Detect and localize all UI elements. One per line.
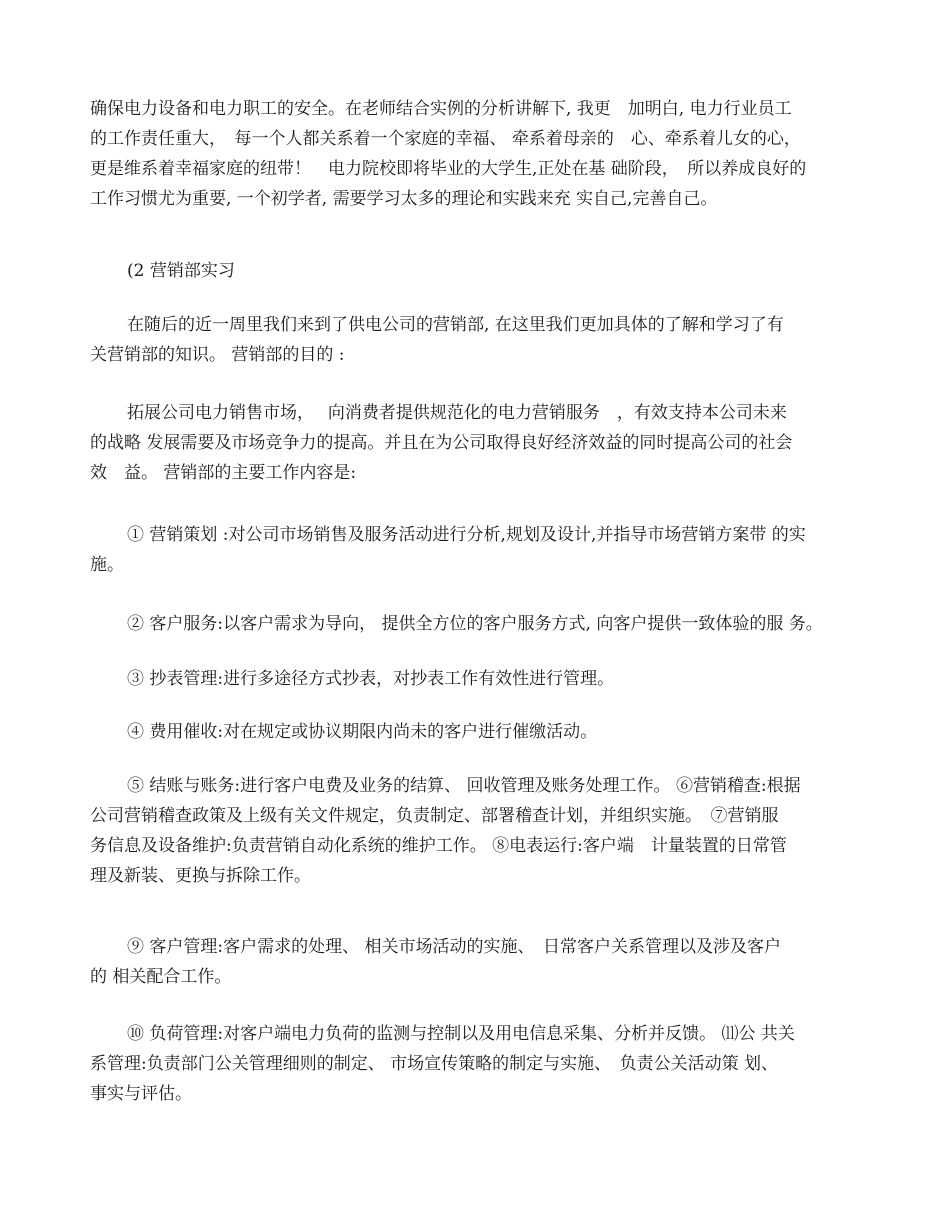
list-item-customer-service [90,609,870,639]
list-item-customer-management [90,932,870,992]
paragraph-safety-responsibility [90,94,870,214]
paragraph-marketing-purpose [90,398,870,488]
paragraph-marketing-intro [90,310,870,370]
text-line: 务信息及设备维护:负责营销自动化系统的维护工作。 ⑧电表运行:客户端 计量装置的日常管 [90,836,787,856]
text-line: 事实与评估。 [90,1084,192,1104]
text-line: 拓展公司电力销售市场， 向消费者提供规范化的电力营销服务 ，有效支持本公司未来 [127,403,787,423]
list-item-meter-reading [90,664,870,694]
list-item-fee-collection [90,717,870,747]
text-line: 施。 [90,555,124,575]
heading-text: (2 营销部实习 [127,261,235,281]
list-item-billing-inspection [90,771,870,891]
text-line: ⑨ 客户管理:客户需求的处理、 相关市场活动的实施、 日常客户关系管理以及涉及客户 [127,937,782,957]
section-heading-marketing [90,256,870,286]
text-line: 确保电力设备和电力职工的安全。在老师结合实例的分析讲解下, 我更 加明白, 电力行业员工 [90,99,792,119]
text-line: 关营销部的知识。 营销部的目的 : [90,345,345,365]
text-line: 的战略 发展需要及市场竞争力的提高。并且在为公司取得良好经济效益的同时提高公司的社会 [90,433,793,453]
text-line: ④ 费用催收:对在规定或协议期限内尚未的客户进行催缴活动。 [127,722,598,742]
text-line: 更是维系着幸福家庭的纽带！ 电力院校即将毕业的大学生,正处在基 础阶段， 所以养成良好的 [90,159,807,179]
list-item-marketing-planning [90,520,870,580]
text-line: 在随后的近一周里我们来到了供电公司的营销部, 在这里我们更加具体的了解和学习了有 [127,315,784,335]
text-line: 公司营销稽查政策及上级有关文件规定，负责制定、部署稽查计划，并组织实施。 ⑦营销服 [90,806,779,826]
text-line: ⑤ 结账与账务:进行客户电费及业务的结算、 回收管理及账务处理工作。 ⑥营销稽查:根据 [127,776,801,796]
text-line: ③ 抄表管理:进行多途径方式抄表，对抄表工作有效性进行管理。 [127,669,615,689]
text-line: ① 营销策划 :对公司市场销售及服务活动进行分析,规划及设计,并指导市场营销方案带 的实 [127,525,806,545]
text-line: 理及新装、更换与拆除工作。 [90,866,311,886]
text-line: ⑩ 负荷管理:对客户端电力负荷的监测与控制以及用电信息采集、分析并反馈。 ⑾公 共关 [127,1024,795,1044]
text-line: 系管理:负责部门公关管理细则的制定、 市场宣传策略的制定与实施、 负责公关活动策 划、 [90,1054,779,1074]
text-line: 的工作责任重大， 每一个人都关系着一个家庭的幸福、 牵系着母亲的 心、牵系着儿女的心， [90,129,801,149]
text-line: 的 相关配合工作。 [90,967,232,987]
text-line: ② 客户服务:以客户需求为导向， 提供全方位的客户服务方式, 向客户提供一致体验的服 务。 [127,614,823,634]
text-line: 效 益。 营销部的主要工作内容是: [90,463,357,483]
text-line: 工作习惯尤为重要, 一个初学者, 需要学习太多的理论和实践来充 实自己,完善自己。 [90,189,718,209]
list-item-load-management [90,1019,870,1109]
